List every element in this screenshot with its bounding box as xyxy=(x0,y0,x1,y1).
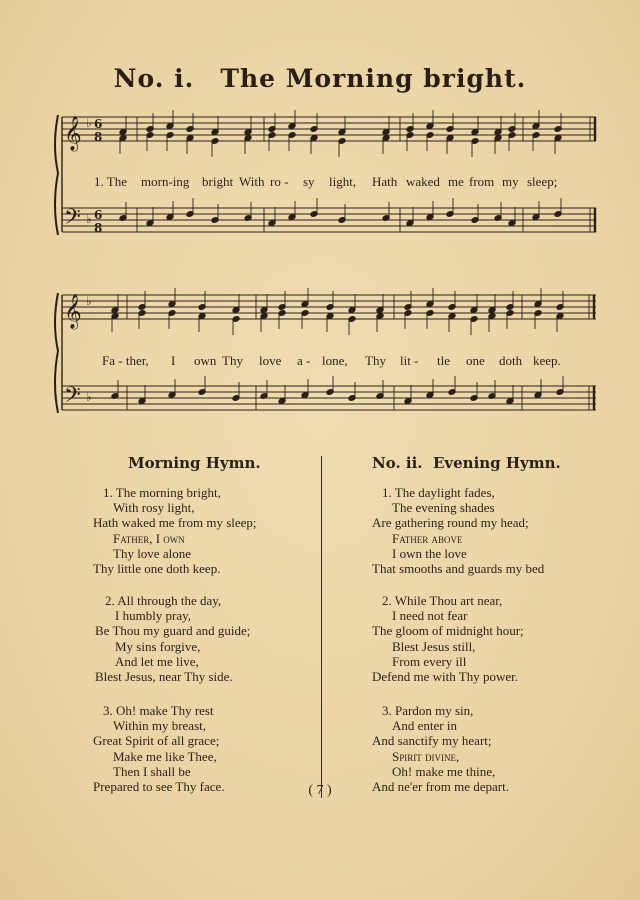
verse-line: Thy love alone xyxy=(113,545,191,561)
evening-hymn-number: No. ii. xyxy=(372,454,423,472)
lyric-syllable: Thy xyxy=(365,353,386,368)
svg-text:8: 8 xyxy=(94,130,103,144)
morning-hymn-verse-3 xyxy=(93,703,225,794)
verse-line: The evening shades xyxy=(392,500,495,516)
verse-line: That smooths and guards my bed xyxy=(372,561,545,577)
svg-text:6: 6 xyxy=(94,117,103,131)
verse-line: 2. All through the day, xyxy=(105,593,222,608)
svg-text:8: 8 xyxy=(94,221,103,235)
lyric-syllable: bright xyxy=(202,174,234,189)
lyric-syllable: waked xyxy=(406,174,440,189)
evening-hymn-verse-1 xyxy=(372,485,544,576)
lyrics-line-2 xyxy=(0,353,640,369)
verse-line: Oh! make me thine, xyxy=(392,763,496,779)
evening-hymn-verse-3 xyxy=(372,703,509,794)
verse-line: Be Thou my guard and guide; xyxy=(95,623,251,639)
lyric-syllable: 1. The xyxy=(94,174,127,189)
verse-line: Blest Jesus still, xyxy=(392,638,476,654)
lyric-syllable: Fa - ther, xyxy=(102,353,149,368)
lyric-syllable: doth xyxy=(499,353,523,368)
svg-text:♭: ♭ xyxy=(86,212,92,226)
hymn-number: No. i. xyxy=(113,64,195,93)
hymn-title: The Morning bright. xyxy=(220,64,527,93)
lyric-syllable: Hath xyxy=(372,174,398,189)
page-number: ( 7 ) xyxy=(308,783,332,798)
morning-hymn-verse-2 xyxy=(95,593,250,684)
lyric-syllable: sy xyxy=(303,174,315,189)
svg-text:♭: ♭ xyxy=(86,116,92,130)
verse-line: 1. The daylight fades, xyxy=(382,485,495,500)
lyric-syllable: ro - xyxy=(270,174,289,189)
verse-line: With rosy light, xyxy=(113,500,195,516)
svg-text:𝄞: 𝄞 xyxy=(64,294,82,329)
lyrics-line-1 xyxy=(0,174,640,190)
verse-line: Prepared to see Thy face. xyxy=(93,779,225,795)
verse-line: Father above xyxy=(392,530,463,546)
verse-line: And sanctify my heart; xyxy=(372,733,492,749)
verse-line: 1. The morning bright, xyxy=(103,485,221,500)
verse-line: Defend me with Thy power. xyxy=(372,669,518,685)
verse-line: Make me like Thee, xyxy=(113,748,217,764)
verse-line: And enter in xyxy=(392,718,457,734)
morning-hymn-title: Morning Hymn. xyxy=(128,454,261,472)
morning-hymn-verse-1 xyxy=(93,485,257,576)
verse-line: And let me live, xyxy=(115,653,199,669)
lyric-syllable: me xyxy=(448,174,464,189)
lyric-syllable: a - xyxy=(297,353,311,368)
lyric-syllable: my xyxy=(502,174,519,189)
lyric-syllable: own xyxy=(194,353,217,368)
svg-text:♭: ♭ xyxy=(86,390,92,404)
lyric-syllable: lone, xyxy=(322,353,348,368)
lyric-syllable: from xyxy=(469,174,495,189)
verse-line: Great Spirit of all grace; xyxy=(93,733,220,749)
verse-line: Within my breast, xyxy=(113,718,206,734)
lyric-syllable: sleep; xyxy=(527,174,558,189)
lyric-syllable: light, xyxy=(329,174,357,189)
verse-line: I need not fear xyxy=(392,608,468,624)
lyric-syllable: one xyxy=(466,353,485,368)
verse-line: Then I shall be xyxy=(113,763,191,779)
evening-hymn-verse-2 xyxy=(372,593,524,684)
verse-line: 3. Pardon my sin, xyxy=(382,703,474,718)
hymn-title-header xyxy=(0,64,640,93)
verse-line: Father, I own xyxy=(113,530,185,546)
verse-line: Blest Jesus, near Thy side. xyxy=(95,669,233,685)
svg-text:♭: ♭ xyxy=(86,294,92,308)
verse-line: Hath waked me from my sleep; xyxy=(93,515,257,531)
verse-line: Spirit divine, xyxy=(392,748,460,764)
lyric-syllable: love xyxy=(259,353,282,368)
verse-line: And ne'er from me depart. xyxy=(372,779,509,795)
column-divider xyxy=(321,456,322,798)
verse-line: I humbly pray, xyxy=(115,608,192,624)
verse-line: My sins forgive, xyxy=(115,638,201,654)
lyric-syllable: lit - xyxy=(400,353,419,368)
verse-line: I own the love xyxy=(392,545,467,561)
verse-line: 3. Oh! make Thy rest xyxy=(103,703,214,718)
verse-line: Are gathering round my head; xyxy=(372,515,529,531)
lyric-syllable: I xyxy=(171,353,176,368)
svg-text:𝄞: 𝄞 xyxy=(64,116,82,151)
evening-hymn-name: Evening Hymn. xyxy=(432,454,561,472)
lyric-syllable: tle xyxy=(437,353,450,368)
lyric-syllable: morn-ing xyxy=(141,174,190,189)
svg-text:𝄢: 𝄢 xyxy=(64,383,81,413)
lyric-syllable: With xyxy=(239,174,265,189)
evening-hymn-title xyxy=(372,454,561,472)
verse-line: Thy little one doth keep. xyxy=(93,561,221,577)
verse-line: From every ill xyxy=(392,653,467,669)
lyric-syllable: keep. xyxy=(533,353,561,368)
lyric-syllable: Thy xyxy=(222,353,243,368)
verse-line: 2. While Thou art near, xyxy=(382,593,503,608)
svg-text:6: 6 xyxy=(94,208,103,222)
svg-text:𝄢: 𝄢 xyxy=(64,205,81,235)
verse-line: The gloom of midnight hour; xyxy=(372,623,524,639)
